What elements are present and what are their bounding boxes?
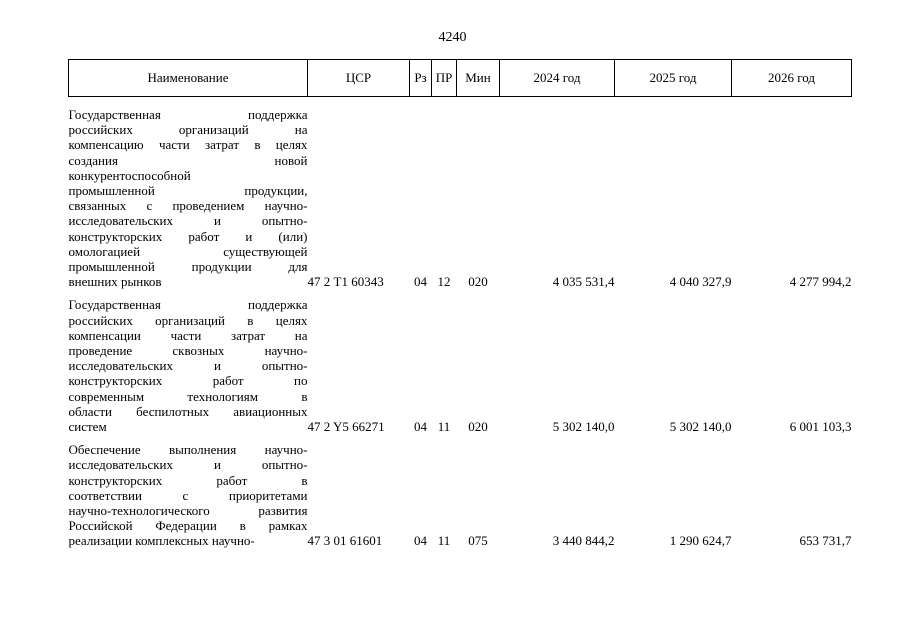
table-body	[69, 97, 852, 549]
row-rz: 04	[414, 419, 427, 435]
row-name-line: конструкторских работ по	[68, 373, 308, 389]
row-name-line: Обеспечение выполнения научно-	[68, 442, 308, 458]
row-name-line: компенсации части затрат на	[68, 327, 308, 343]
table-row	[69, 434, 852, 548]
row-name-cell	[69, 289, 308, 434]
row-value-2026: 4 277 994,2	[789, 274, 852, 290]
row-pr: 12	[437, 274, 451, 290]
row-name-line: проведение сквозных научно-	[68, 343, 308, 359]
row-name-line: Российской Федерации в рамках	[68, 518, 308, 534]
row-name-line: соответствии с приоритетами	[68, 487, 308, 503]
page-number: 4240	[438, 30, 467, 45]
header-2024: 2024 год	[500, 60, 615, 97]
header-min: Мин	[457, 60, 500, 97]
header-2026: 2026 год	[732, 60, 852, 97]
row-name-line: омологацией существующей	[68, 243, 308, 259]
header-pr: ПР	[432, 60, 457, 97]
header-2025: 2025 год	[615, 60, 732, 97]
budget-table	[68, 59, 852, 549]
header-rz: Рз	[410, 60, 432, 97]
row-name-line: создания новой	[68, 152, 308, 168]
row-name-line: реализации комплексных научно-	[68, 533, 255, 549]
row-rz: 04	[414, 274, 427, 290]
header-csr: ЦСР	[308, 60, 410, 97]
row-name-line: исследовательских и опытно-	[68, 457, 308, 473]
row-name-line: российских организаций в целях	[68, 312, 308, 328]
row-name-line: исследовательских и опытно-	[68, 358, 308, 374]
row-value-2025: 4 040 327,9	[669, 274, 732, 290]
row-rz: 04	[414, 533, 427, 549]
row-name-line: внешних рынков	[68, 274, 162, 290]
row-value-2024: 4 035 531,4	[552, 274, 615, 290]
row-name-cell	[69, 434, 308, 548]
row-min: 020	[468, 419, 488, 435]
row-name-line: конструкторских работ в	[68, 472, 308, 488]
row-value-2026: 653 731,7	[799, 533, 852, 549]
row-name-line: промышленной продукции для	[68, 259, 308, 275]
row-name-line: конкурентоспособной	[68, 167, 191, 183]
row-name-line: систем	[68, 419, 107, 435]
header-name: Наименование	[69, 60, 308, 97]
row-name-line: современным технологиям в	[68, 388, 308, 404]
row-name-line: российских организаций на	[68, 122, 308, 138]
row-csr: 47 3 01 61601	[307, 533, 383, 549]
row-pr: 11	[437, 533, 451, 549]
row-pr: 11	[437, 419, 451, 435]
table-header-row	[69, 60, 852, 97]
row-name-line: связанных с проведением научно-	[68, 198, 308, 214]
table-row	[69, 289, 852, 434]
row-min: 075	[468, 533, 488, 549]
row-name-line: Государственная поддержка	[68, 297, 308, 313]
row-value-2026: 6 001 103,3	[789, 419, 852, 435]
row-name-line: промышленной продукции,	[68, 183, 308, 199]
row-csr: 47 2 Y5 66271	[307, 419, 385, 435]
row-min: 020	[468, 274, 488, 290]
row-name-line: компенсацию части затрат в целях	[68, 137, 308, 153]
row-name-line: Государственная поддержка	[68, 107, 308, 122]
row-name-line: исследовательских и опытно-	[68, 213, 308, 229]
row-name-line: научно-технологического развития	[68, 503, 308, 519]
row-value-2025: 5 302 140,0	[669, 419, 732, 435]
row-value-2024: 3 440 844,2	[552, 533, 615, 549]
row-csr: 47 2 Т1 60343	[307, 274, 384, 290]
table-row	[69, 97, 852, 290]
row-value-2025: 1 290 624,7	[669, 533, 732, 549]
row-name-line: конструкторских работ и (или)	[68, 228, 308, 244]
row-name-cell	[69, 97, 308, 290]
row-value-2024: 5 302 140,0	[552, 419, 615, 435]
row-name-line: области беспилотных авиационных	[68, 403, 308, 419]
